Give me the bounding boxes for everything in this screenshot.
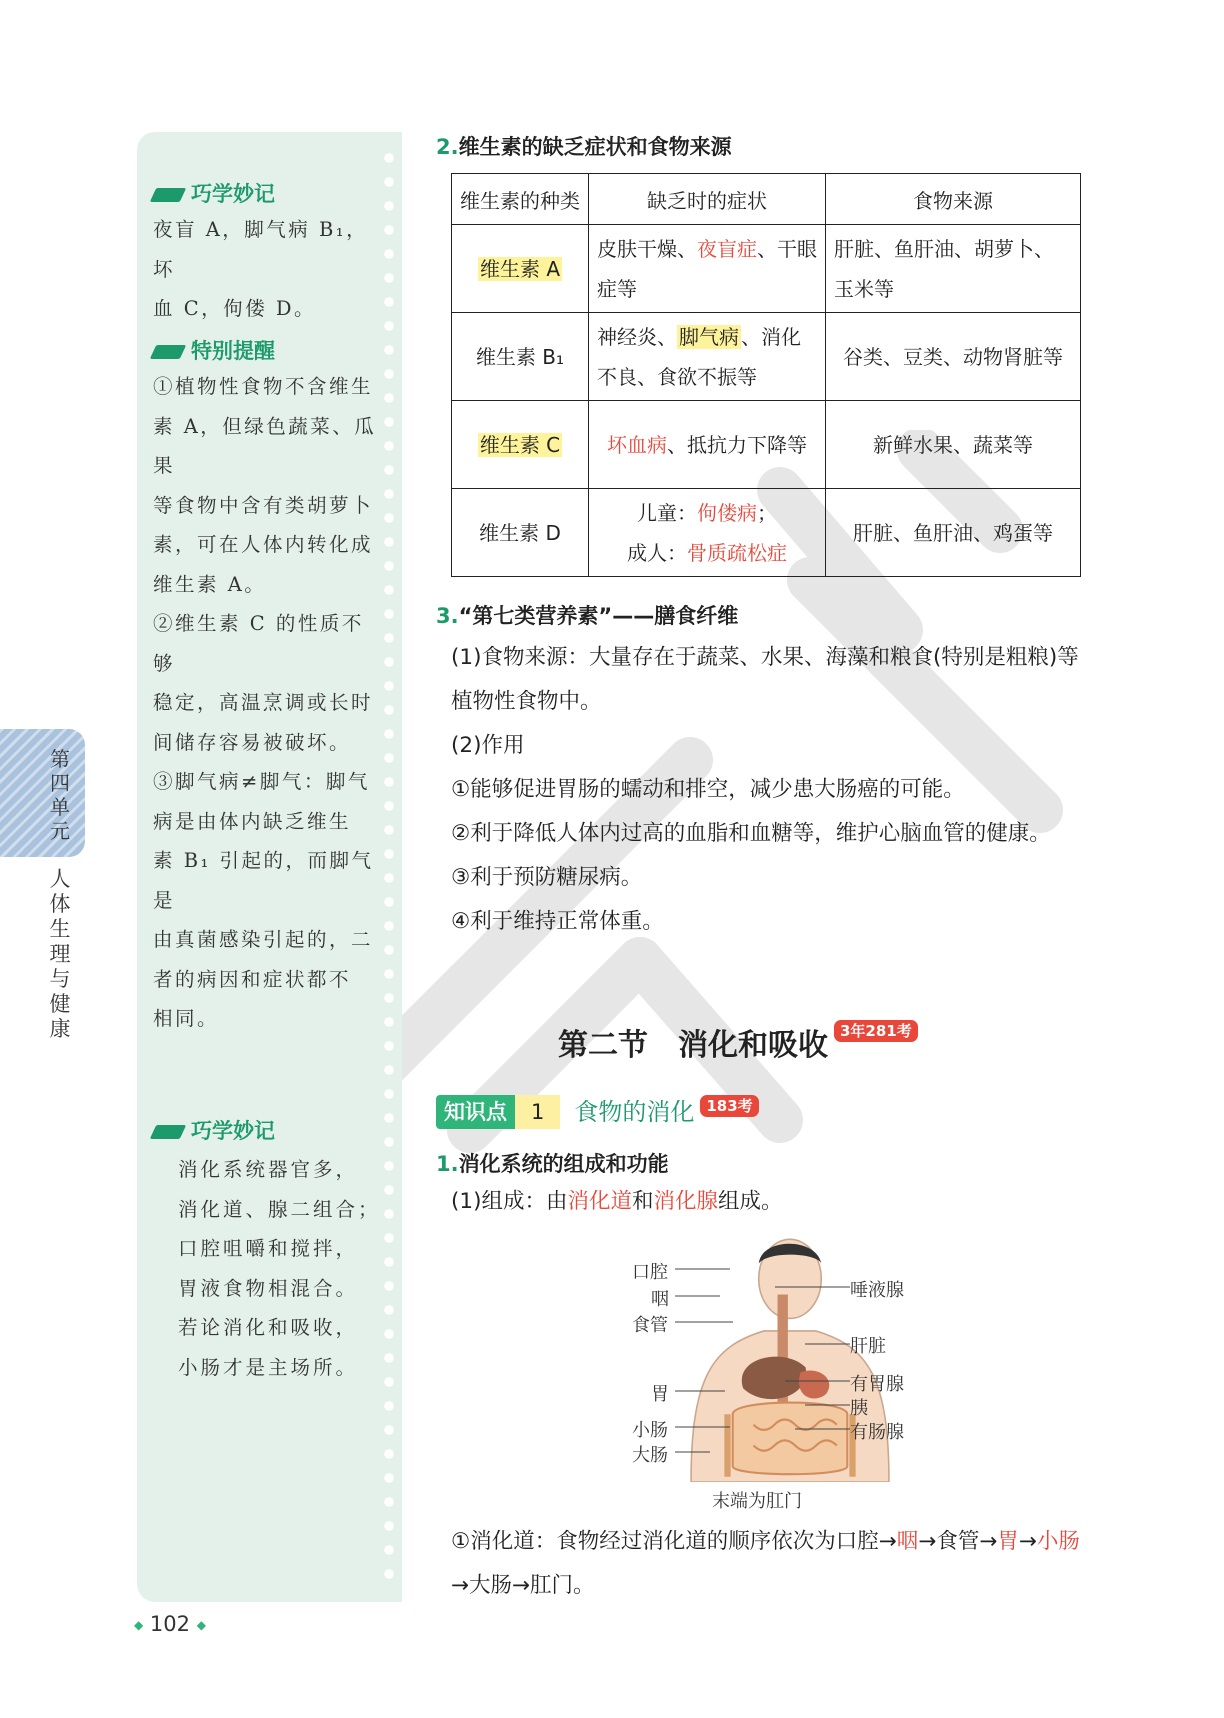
section-title: 第二节 消化和吸收 3年281考 bbox=[558, 1020, 918, 1064]
tip-text-1: 夜盲 A，脚气病 B₁，坏 血 C，佝偻 D。 bbox=[153, 218, 369, 320]
label-mouth: 口腔 bbox=[632, 1262, 668, 1283]
deficiency-symptom: 儿童：佝偻病； 成人：骨质疏松症 bbox=[589, 489, 826, 577]
knowledge-point-number: 1 bbox=[515, 1095, 560, 1129]
pencil-icon bbox=[150, 345, 187, 359]
tip-title-3: 巧学妙记 bbox=[153, 1115, 275, 1145]
label-pharynx: 咽 bbox=[651, 1289, 669, 1310]
unit-tab bbox=[0, 729, 85, 857]
label-salivary-gland: 唾液腺 bbox=[850, 1280, 904, 1301]
label-liver: 肝脏 bbox=[850, 1336, 886, 1357]
vitamin-name: 维生素 B₁ bbox=[452, 313, 589, 401]
diagram-leader-lines bbox=[675, 1266, 855, 1456]
label-intestinal-glands: 有肠腺 bbox=[850, 1422, 904, 1443]
food-source: 新鲜水果、蔬菜等 bbox=[826, 401, 1081, 489]
tip-text-2: ①植物性食物不含维生 素 A，但绿色蔬菜、瓜果 等食物中含有类胡萝卜 素，可在人体内转化成 维生素 A。 ②维生素 C 的性质不够 稳定，高温烹调或长时 间储存容易被破坏。 ③脚气病≠脚气：脚气 病是由体内缺乏维生 素 B₁ 引起的，而脚气是 由真菌感染引起的，二 者的病因和症状都不 相同。 bbox=[153, 375, 377, 1030]
fiber-paragraphs: (1)食物来源：大量存在于蔬菜、水果、海藻和粮食(特别是粗粮)等植物性食物中。 (2)作用 ①能够促进胃肠的蠕动和排空，减少患大肠癌的可能。 ②利于降低人体内过高的血脂和血糖等，维护心脑血管的健康。 ③利于预防糖尿病。 ④利于维持正常体重。 bbox=[451, 645, 1079, 934]
table-header: 维生素的种类 bbox=[452, 174, 589, 225]
vitamin-name: 维生素 C bbox=[452, 401, 589, 489]
tip-title-1: 巧学妙记 bbox=[153, 178, 275, 208]
label-gastric-glands: 有胃腺 bbox=[850, 1374, 904, 1395]
vitamin-table bbox=[451, 173, 1081, 577]
knowledge-point-title: 食物的消化 bbox=[574, 1098, 695, 1126]
vitamin-name: 维生素 A bbox=[452, 225, 589, 313]
label-stomach: 胃 bbox=[651, 1384, 669, 1405]
table-row bbox=[452, 401, 1081, 489]
food-source: 肝脏、鱼肝油、胡萝卜、玉米等 bbox=[826, 225, 1081, 313]
unit-subject: 人体生理与健康 bbox=[49, 867, 71, 1041]
deficiency-symptom: 皮肤干燥、夜盲症、干眼症等 bbox=[589, 225, 826, 313]
pencil-icon bbox=[150, 188, 187, 202]
knowledge-point-tag: 知识点 bbox=[436, 1095, 515, 1129]
vitamin-name: 维生素 D bbox=[452, 489, 589, 577]
section-3-heading: 3.“第七类营养素”——膳食纤维 bbox=[436, 604, 739, 628]
table-row bbox=[452, 225, 1081, 313]
food-source: 肝脏、鱼肝油、鸡蛋等 bbox=[826, 489, 1081, 577]
label-pancreas: 胰 bbox=[850, 1398, 868, 1419]
exam-count-badge: 3年281考 bbox=[834, 1020, 918, 1042]
exam-count-badge: 183考 bbox=[700, 1095, 758, 1117]
table-header: 缺乏时的症状 bbox=[589, 174, 826, 225]
composition-text: (1)组成：由消化道和消化腺组成。 bbox=[451, 1189, 783, 1214]
section-2-heading: 2.维生素的缺乏症状和食物来源 bbox=[436, 135, 732, 159]
food-source: 谷类、豆类、动物肾脏等 bbox=[826, 313, 1081, 401]
subsection-1-heading: 1.消化系统的组成和功能 bbox=[436, 1152, 669, 1176]
unit-label: 第四单元 bbox=[50, 747, 70, 843]
diagram-caption: 末端为肛门 bbox=[712, 1491, 802, 1512]
label-large-intestine: 大肠 bbox=[632, 1445, 668, 1466]
tip-title-2: 特别提醒 bbox=[153, 335, 275, 365]
label-small-intestine: 小肠 bbox=[632, 1420, 668, 1441]
table-row bbox=[452, 489, 1081, 577]
digestive-tract-text: ①消化道：食物经过消化道的顺序依次为口腔→咽→食管→胃→小肠→大肠→肛门。 bbox=[451, 1529, 1080, 1598]
mnemonic-poem: 消化系统器官多， 消化道、腺二组合； 口腔咀嚼和搅拌， 胃液食物相混合。 若论消化和吸收， 小肠才是主场所。 bbox=[178, 1158, 381, 1379]
knowledge-point-header bbox=[436, 1095, 759, 1129]
table-row bbox=[452, 313, 1081, 401]
deficiency-symptom: 坏血病、抵抗力下降等 bbox=[589, 401, 826, 489]
page-number: ◆ 102 ◆ bbox=[134, 1612, 206, 1636]
table-header: 食物来源 bbox=[826, 174, 1081, 225]
table-header-row bbox=[452, 174, 1081, 225]
deficiency-symptom: 神经炎、 脚气病 、消化不良、食欲不振等 bbox=[589, 313, 826, 401]
label-esophagus: 食管 bbox=[632, 1315, 668, 1336]
pencil-icon bbox=[150, 1125, 187, 1139]
